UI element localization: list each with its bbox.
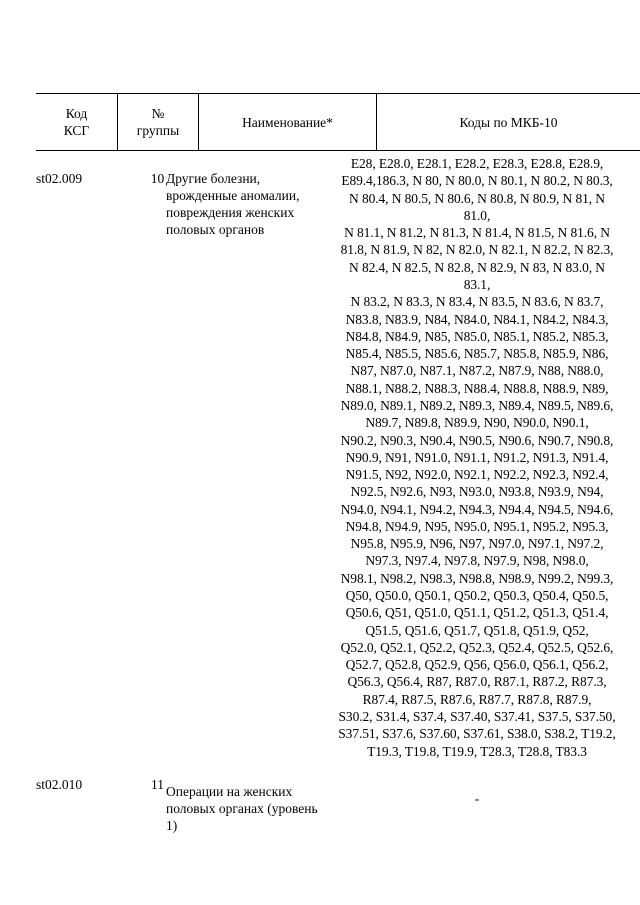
mkb-codes: - — [474, 791, 480, 806]
header-name-label: Наименование* — [242, 114, 333, 130]
header-mkb — [376, 94, 640, 150]
header-group-label: № группы — [136, 106, 180, 138]
header-code — [36, 94, 117, 150]
ksg-name: Другие болезни, врожденные аномалии, повреждения женских половых органов — [166, 171, 300, 237]
ksg-code: st02.009 — [36, 171, 83, 186]
group-number: 11 — [151, 777, 164, 792]
header-mkb-label: Коды по МКБ-10 — [459, 114, 558, 130]
ksg-name: Операции на женских половых органах (уровень 1) — [166, 784, 318, 833]
group-number: 10 — [150, 171, 165, 186]
table-header — [36, 93, 640, 151]
header-group — [117, 94, 198, 150]
mkb-codes: E28, E28.0, E28.1, E28.2, E28.3, E28.8, E28.9, E89.4,186.3, N 80, N 80.0, N 80.1, N 80.2, N 80.3, N 80.4, N 80.5, N 80.6, N 80.8, N 80.9, N 81, N 81.0, N 81.1, N 81.2, N 81.3, N 81.4, N 81.5, N 81.6, N 81.8, N 81.9, N 82, N 82.0, N 82.1, N 82.2, N 82.3, N 82.4, N 82.5, N 82.8, N 82.9, N 83, N 83.0, N 83.1, N 83.2, N 83.3, N 83.4, N 83.5, N 83.6, N 83.7, N83.8, N83.9, N84, N84.0, N84.1, N84.2, N84.3, N84.8, N84.9, N85, N85.0, N85.1, N85.2, N85.3, N85.4, N85.5, N85.6, N85.7, N85.8, N85.9, N86, N87, N87.0, N87.1, N87.2, N87.9, N88, N88.0, N88.1, N88.2, N88.3, N88.4, N88.8, N88.9, N89, N89.0, N89.1, N89.2, N89.3, N89.4, N89.5, N89.6, N89.7, N89.8, N89.9, N90, N90.0, N90.1, N90.2, N90.3, N90.4, N90.5, N90.6, N90.7, N90.8, N90.9, N91, N91.0, N91.1, N91.2, N91.3, N91.4, N91.5, N92, N92.0, N92.1, N92.2, N92.3, N92.4, N92.5, N92.6, N93, N93.0, N93.8, N93.9, N94, N94.0, N94.1, N94.2, N94.3, N94.4, N94.5, N94.6, N94.8, N94.9, N95, N95.0, N95.1, N95.2, N95.3, N95.8, N95.9, N96, N97, N97.0, N97.1, N97.2, N97.3, N97.4, N97.8, N97.9, N98, N98.0, N98.1, N98.2, N98.3, N98.8, N98.9, N99.2, N99.3, Q50, Q50.0, Q50.1, Q50.2, Q50.3, Q50.4, Q50.5, Q50.6, Q51, Q51.0, Q51.1, Q51.2, Q51.3, Q51.4, Q51.5, Q51.6, Q51.7, Q51.8, Q51.9, Q52, Q52.0, Q52.1, Q52.2, Q52.3, Q52.4, Q52.5, Q52.6, Q52.7, Q52.8, Q52.9, Q56, Q56.0, Q56.1, Q56.2, Q56.3, Q56.4, R87, R87.0, R87.1, R87.2, R87.3, R87.4, R87.5, R87.6, R87.7, R87.8, R87.9, S30.2, S31.4, S37.4, S37.40, S37.41, S37.5, S37.50, S37.51, S37.6, S37.60, S37.61, S38.0, S38.2, T19.2, T19.3, T19.8, T19.9, T28.3, T28.8, T83.3 — [338, 156, 616, 759]
header-name — [198, 94, 376, 150]
header-code-label: Код КСГ — [63, 106, 90, 138]
ksg-code: st02.010 — [36, 777, 83, 792]
